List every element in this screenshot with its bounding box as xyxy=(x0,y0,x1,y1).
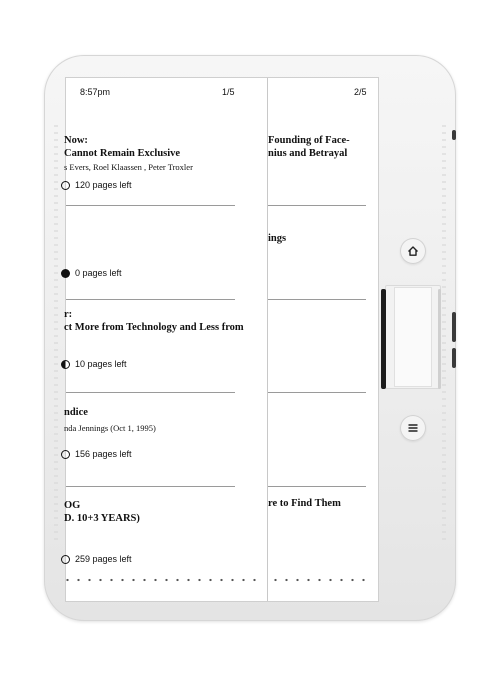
page-turn-panel[interactable] xyxy=(394,287,432,387)
book-progress-4 xyxy=(66,449,132,459)
book-separator xyxy=(66,392,235,393)
progress-empty-circle-icon xyxy=(61,181,70,190)
book-separator xyxy=(66,486,235,487)
volume-down-button[interactable] xyxy=(452,348,456,368)
home-icon xyxy=(407,245,419,257)
book-entry-3[interactable] xyxy=(64,308,244,334)
home-button[interactable] xyxy=(400,238,426,264)
book-authors: s Evers, Roel Klaassen , Peter Troxler xyxy=(64,162,193,172)
book-progress-3 xyxy=(66,359,127,369)
book-progress-5 xyxy=(66,554,132,564)
book-title-line: r: xyxy=(64,309,73,320)
page-indicator-right: 2/5 xyxy=(354,87,367,97)
page-indicator-left: 1/5 xyxy=(222,87,235,97)
book-entry-4[interactable] xyxy=(64,406,156,434)
book-separator xyxy=(268,205,366,206)
book-entry-10[interactable] xyxy=(268,497,341,510)
book-title-line: re to Find Them xyxy=(268,498,341,509)
book-entry-1[interactable] xyxy=(64,134,193,173)
book-progress-2[interactable] xyxy=(66,268,122,278)
book-title-line: ndice xyxy=(64,407,88,418)
book-separator xyxy=(66,299,235,300)
left-grip-ridge xyxy=(54,125,58,545)
book-separator xyxy=(268,392,366,393)
book-entry-7[interactable] xyxy=(268,232,286,245)
pages-left-label: 10 pages left xyxy=(75,359,127,369)
ereader-screen xyxy=(66,78,378,601)
progress-empty-circle-icon xyxy=(61,555,70,564)
book-authors: nda Jennings (Oct 1, 1995) xyxy=(64,423,156,433)
progress-empty-circle-icon xyxy=(61,450,70,459)
right-grip-ridge xyxy=(442,125,446,545)
progress-half-circle-icon xyxy=(61,360,70,369)
menu-button[interactable] xyxy=(400,415,426,441)
page-dots-left xyxy=(62,578,262,582)
clock: 8:57pm xyxy=(80,87,111,97)
book-entry-5[interactable] xyxy=(64,499,140,525)
book-separator xyxy=(66,205,235,206)
book-title-line: Cannot Remain Exclusive xyxy=(64,148,181,159)
progress-filled-circle-icon xyxy=(61,269,70,278)
book-separator xyxy=(268,486,366,487)
library-page-left xyxy=(66,78,267,601)
book-title-line: ings xyxy=(268,233,287,244)
power-button[interactable] xyxy=(452,130,456,140)
page-dots-right xyxy=(270,578,370,582)
volume-up-button[interactable] xyxy=(452,312,456,342)
book-separator xyxy=(268,299,366,300)
book-progress-1 xyxy=(66,180,132,190)
book-title-line: ct More from Technology and Less from xyxy=(64,322,244,333)
library-page-right xyxy=(268,78,378,601)
page-turn-bar[interactable] xyxy=(385,285,441,389)
page-back-strip[interactable] xyxy=(381,289,386,389)
pages-left-label: 0 pages left xyxy=(75,268,122,278)
book-title-line: OG xyxy=(64,500,81,511)
page-forward-strip[interactable] xyxy=(438,289,441,389)
book-title-line: nius and Betrayal xyxy=(268,148,348,159)
book-title-line: Now: xyxy=(64,135,88,146)
menu-icon xyxy=(407,422,419,434)
pages-left-label: 120 pages left xyxy=(75,180,132,190)
book-title-line: D. 10+3 YEARS) xyxy=(64,513,140,524)
pages-left-label: 259 pages left xyxy=(75,554,132,564)
pages-left-label: 156 pages left xyxy=(75,449,132,459)
book-entry-6[interactable] xyxy=(268,134,350,160)
book-title-line: Founding of Face- xyxy=(268,135,350,146)
